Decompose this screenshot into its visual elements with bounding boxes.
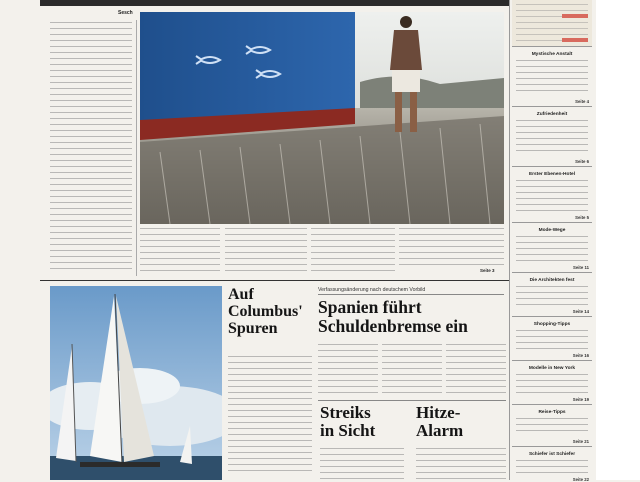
sailboat-illustration [50,286,222,480]
sidebar-box-9 [512,450,592,480]
article-strikes-headline [320,404,375,440]
sidebar-box-text [516,418,588,436]
sidebar-box-text [516,120,588,156]
main-photo [140,12,504,224]
sidebar-top-lines [516,4,588,42]
sidebar-top-box [512,0,592,47]
sidebar-box-ref: Seite 21 [572,439,589,444]
kicker-underline [318,294,504,295]
article-spain-column-1 [318,344,378,394]
sidebar-divider [509,0,510,480]
headline-line: Hitze- [416,403,461,422]
sidebar-box-ref: Seite 11 [572,265,589,270]
left-column-text [50,22,132,272]
article-strikes-text [320,448,404,480]
article-columbus-text [228,356,312,476]
sidebar-box-title: Shopping-Tipps [533,322,571,327]
headline-line: Auf [228,286,254,303]
headline-line: Alarm [416,421,464,440]
headline-line: in Sicht [320,421,376,440]
sidebar-box-ref: Seite 22 [572,477,589,482]
story-column-1 [140,228,220,272]
sidebar-box-text [516,374,588,394]
sidebar-box-title: Modelle in New York [528,366,576,371]
main-photo-illustration [140,12,504,224]
article-spain-kicker: Verfassungsänderung nach deutschem Vorbild [318,287,426,293]
sidebar-box-title: Erster Ebenen-Hotel [528,172,576,177]
sidebar-box-4 [512,226,592,273]
story-column-3 [311,228,395,272]
sidebar-box-text [516,180,588,212]
article-spain-column-2 [382,344,442,394]
story-column-2 [225,228,307,272]
sidebar-box-ref: Seite 5 [575,215,589,220]
sidebar-box-1 [512,50,592,107]
sidebar-box-ref: Seite 14 [572,309,589,314]
sidebar-box-title: Mode-Wege [538,228,566,233]
article-spain-column-3 [446,344,506,394]
sidebar-box-text [516,330,588,350]
article-columbus-headline [228,286,316,337]
headline-line: Columbus' [228,303,303,320]
article-heat-headline [416,404,463,440]
story-page-ref: Seite 3 [480,268,495,273]
sidebar-top-accent-2 [562,38,588,42]
article-heat-text [416,448,506,480]
sidebar-box-ref: Seite 16 [572,353,589,358]
bottom-divider [318,400,506,401]
right-page-edge [596,0,640,480]
sidebar-box-text [516,236,588,262]
sidebar-box-3 [512,170,592,223]
sidebar-box-2 [512,110,592,167]
sidebar-box-title: Die Architekten fest [529,278,575,283]
sidebar-box-6 [512,320,592,361]
sidebar-box-text [516,460,588,474]
sidebar-box-text [516,60,588,96]
sidebar-box-title: Reise-Tipps [538,410,566,415]
headline-line: Spuren [228,320,278,337]
sidebar-box-title: Schiefer ist Schiefer [528,452,576,457]
sidebar-box-ref: Seite 4 [575,99,589,104]
headline-line: Spanien führt [318,297,422,317]
sidebar-top-accent-1 [562,14,588,18]
headline-line: Schuldenbremse ein [318,316,468,336]
sidebar-box-ref: Seite 6 [575,159,589,164]
sidebar-box-8 [512,408,592,447]
sidebar-box-ref: Seite 19 [572,397,589,402]
sidebar-box-5 [512,276,592,317]
left-column-divider [136,20,137,276]
author-tag: Sesch [118,10,133,16]
sailboat-photo [50,286,222,480]
sidebar-box-text [516,286,588,306]
article-spain-headline [318,298,508,336]
sidebar-box-7 [512,364,592,405]
sidebar-box-title: Zufriedenheit [536,112,568,117]
story-column-4 [399,228,504,268]
headline-line: Streiks [320,403,371,422]
sidebar-box-title: Mystische Anstalt [531,52,573,57]
section-divider [40,280,510,281]
top-dark-band [40,0,510,6]
